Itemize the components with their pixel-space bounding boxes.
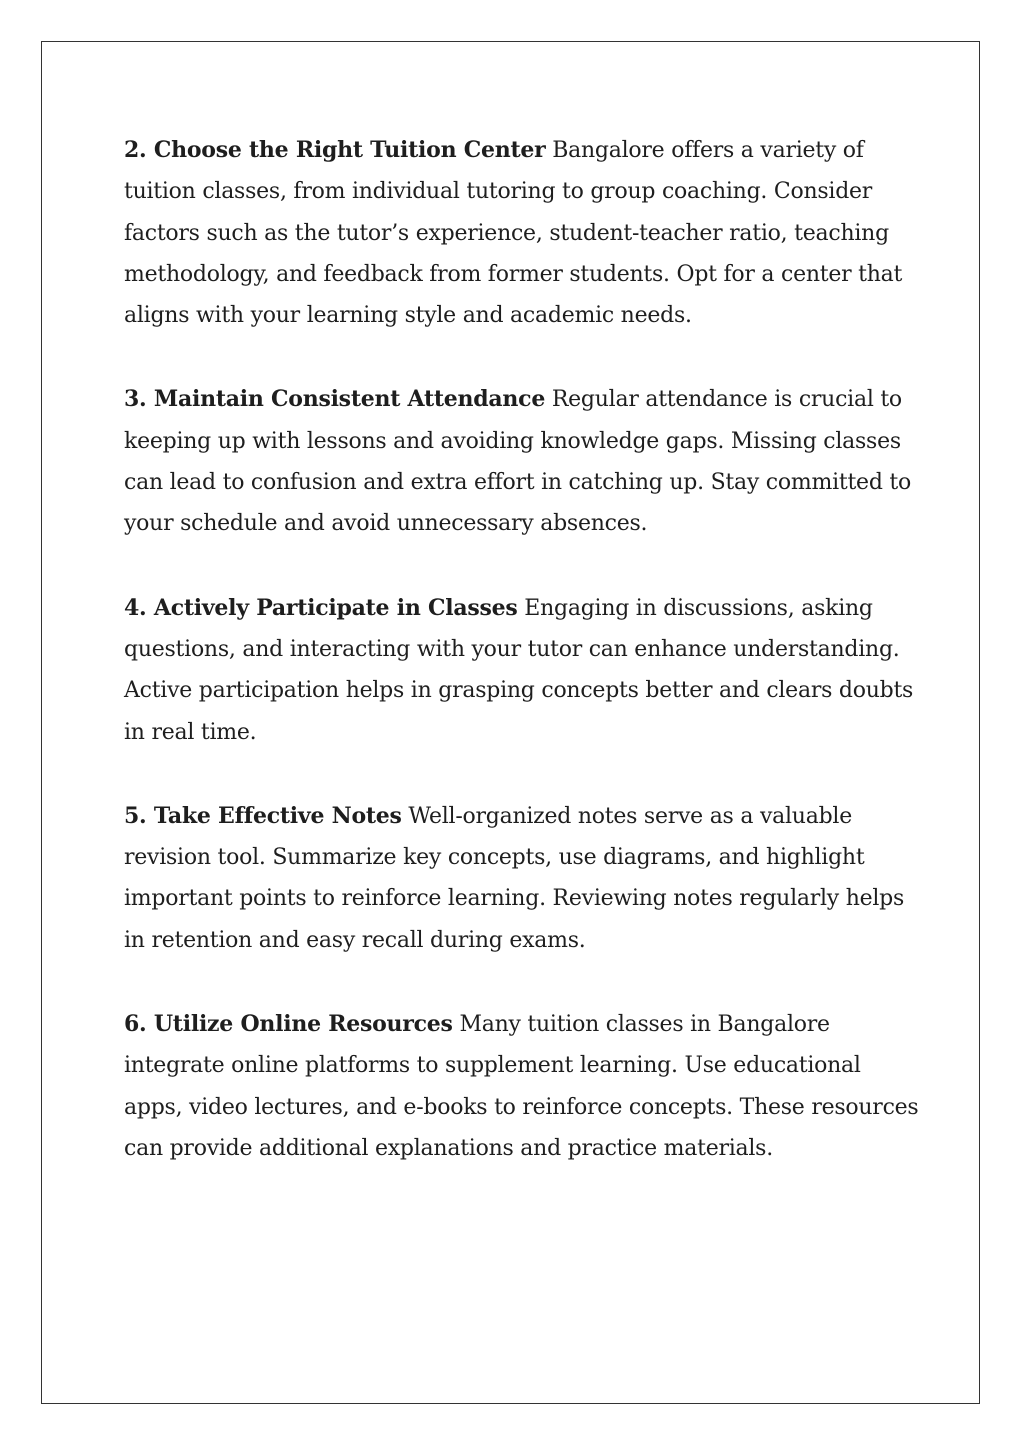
section-body: Many tuition classes in Bangalore integrate online platforms to supplement learning. Use educational apps, video lectures, and e-books to reinforce concepts. These resources can provide additional explanations and practice materials. (124, 1012, 919, 1161)
section-body: Regular attendance is crucial to keeping up with lessons and avoiding knowledge gaps. Missing classes can lead to confusion and extra effort in catching up. Stay committed to your schedule and avoid unnecessary absences. (124, 387, 911, 537)
section-heading: 3. Maintain Consistent Attendance (124, 386, 546, 413)
section-participate-in-classes (124, 588, 924, 753)
section-body: Well-organized notes serve as a valuable revision tool. Summarize key concepts, use diagrams, and highlight important points to reinforce learning. Reviewing notes regularly helps in retention and easy recall during exams. (124, 803, 905, 953)
section-choose-tuition-center (124, 130, 924, 336)
section-heading: 2. Choose the Right Tuition Center (124, 137, 546, 163)
section-heading: 5. Take Effective Notes (124, 802, 402, 829)
section-online-resources (124, 1004, 924, 1169)
section-body: Engaging in discussions, asking questions, and interacting with your tutor can enhance understanding. Active participation helps in grasping concepts better and clears doubts in real time. (124, 595, 914, 745)
section-body: Bangalore offers a variety of tuition classes, from individual tutoring to group coaching. Consider factors such as the tutor’s experience, student-teacher ratio, teaching methodology, and feedback from former students. Opt for a center that aligns with your learning style and academic needs. (124, 138, 903, 329)
section-consistent-attendance (124, 379, 924, 544)
section-effective-notes (124, 796, 924, 961)
section-heading: 4. Actively Participate in Classes (124, 594, 518, 621)
document-page (41, 41, 980, 1404)
document-content (124, 130, 924, 1212)
section-heading: 6. Utilize Online Resources (124, 1011, 453, 1038)
